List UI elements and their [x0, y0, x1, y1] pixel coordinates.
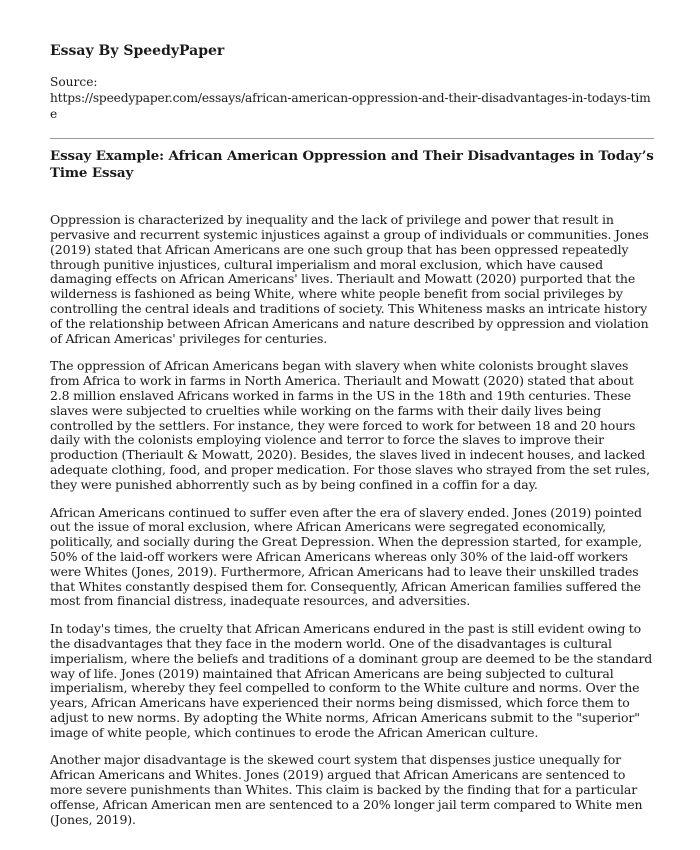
source-url-link[interactable]: https://speedypaper.com/essays/african-american-oppression-and-their-disadvantages-in-todays-time	[50, 91, 651, 121]
essay-body	[50, 213, 654, 827]
header-divider	[50, 138, 654, 139]
essay-paragraph: Another major disadvantage is the skewed court system that dispenses justice unequally for African Americans and Whites. Jones (2019) argued that African Americans are sentenced to more severe punishments than Whites. This claim is backed by the finding that for a particular offense, African American men are sentenced to a 20% longer jail term compared to White men (Jones, 2019).	[50, 752, 643, 827]
document-content	[50, 42, 654, 840]
source-block	[50, 74, 654, 122]
source-label: Source:	[50, 75, 98, 89]
essay-paragraph: Oppression is characterized by inequality and the lack of privilege and power that result in pervasive and recurrent systemic injustices against a group of individuals or communities. Jones (2019) stated that African Americans are one such group that has been oppressed repeatedly through punitive injustices, cultural imperialism and moral exclusion, which have caused damaging effects on African Americans' lives. Theriault and Mowatt (2020) purported that the wilderness is fashioned as being White, where white people benefit from social privileges by controlling the central ideals and traditions of society. This Whiteness masks an intricate history of the relationship between African Americans and nature described by oppression and violation of African Americas' privileges for centuries.	[50, 212, 649, 346]
document-header-title: Essay By SpeedyPaper	[50, 43, 225, 59]
essay-paragraph: African Americans continued to suffer even after the era of slavery ended. Jones (2019) pointed out the issue of moral exclusion, where African Americans were segregated economically, politically, and socially during the Great Depression. When the depression started, for example, 50% of the laid-off workers were African Americans whereas only 30% of the laid-off workers were Whites (Jones, 2019). Furthermore, African Americans had to leave their unskilled trades that Whites constantly despised them for. Consequently, African American families suffered the most from financial distress, inadequate resources, and adversities.	[50, 504, 642, 609]
essay-paragraph: The oppression of African Americans began with slavery when white colonists brought slaves from Africa to work in farms in North America. Theriault and Mowatt (2020) stated that about 2.8 million enslaved Africans worked in farms in the US in the 18th and 19th centuries. These slaves were subjected to cruelties while working on the farms with their daily lives being controlled by the settlers. For instance, they were forced to work for between 18 and 20 hours daily with the colonists employing violence and terror to force the slaves to improve their production (Theriault & Mowatt, 2020). Besides, the slaves lived in indecent houses, and lacked adequate clothing, food, and proper medication. For those slaves who strayed from the set rules, they were punished abhorrently such as by being confined in a coffin for a day.	[50, 358, 650, 492]
essay-title: Essay Example: African American Oppression and Their Disadvantages in Today’s Time Essay	[50, 148, 654, 181]
essay-paragraph: In today's times, the cruelty that African Americans endured in the past is still evident owing to the disadvantages that they face in the modern world. One of the disadvantages is cultural imperialism, where the beliefs and traditions of a dominant group are deemed to be the standard way of life. Jones (2019) maintained that African Americans are being subjected to cultural imperialism, whereby they feel compelled to conform to the White culture and norms. Over the years, African Americans have experienced their norms being dismissed, which force them to adjust to new norms. By adopting the White norms, African Americans submit to the "superior" image of white people, which continues to erode the African American culture.	[50, 621, 653, 740]
